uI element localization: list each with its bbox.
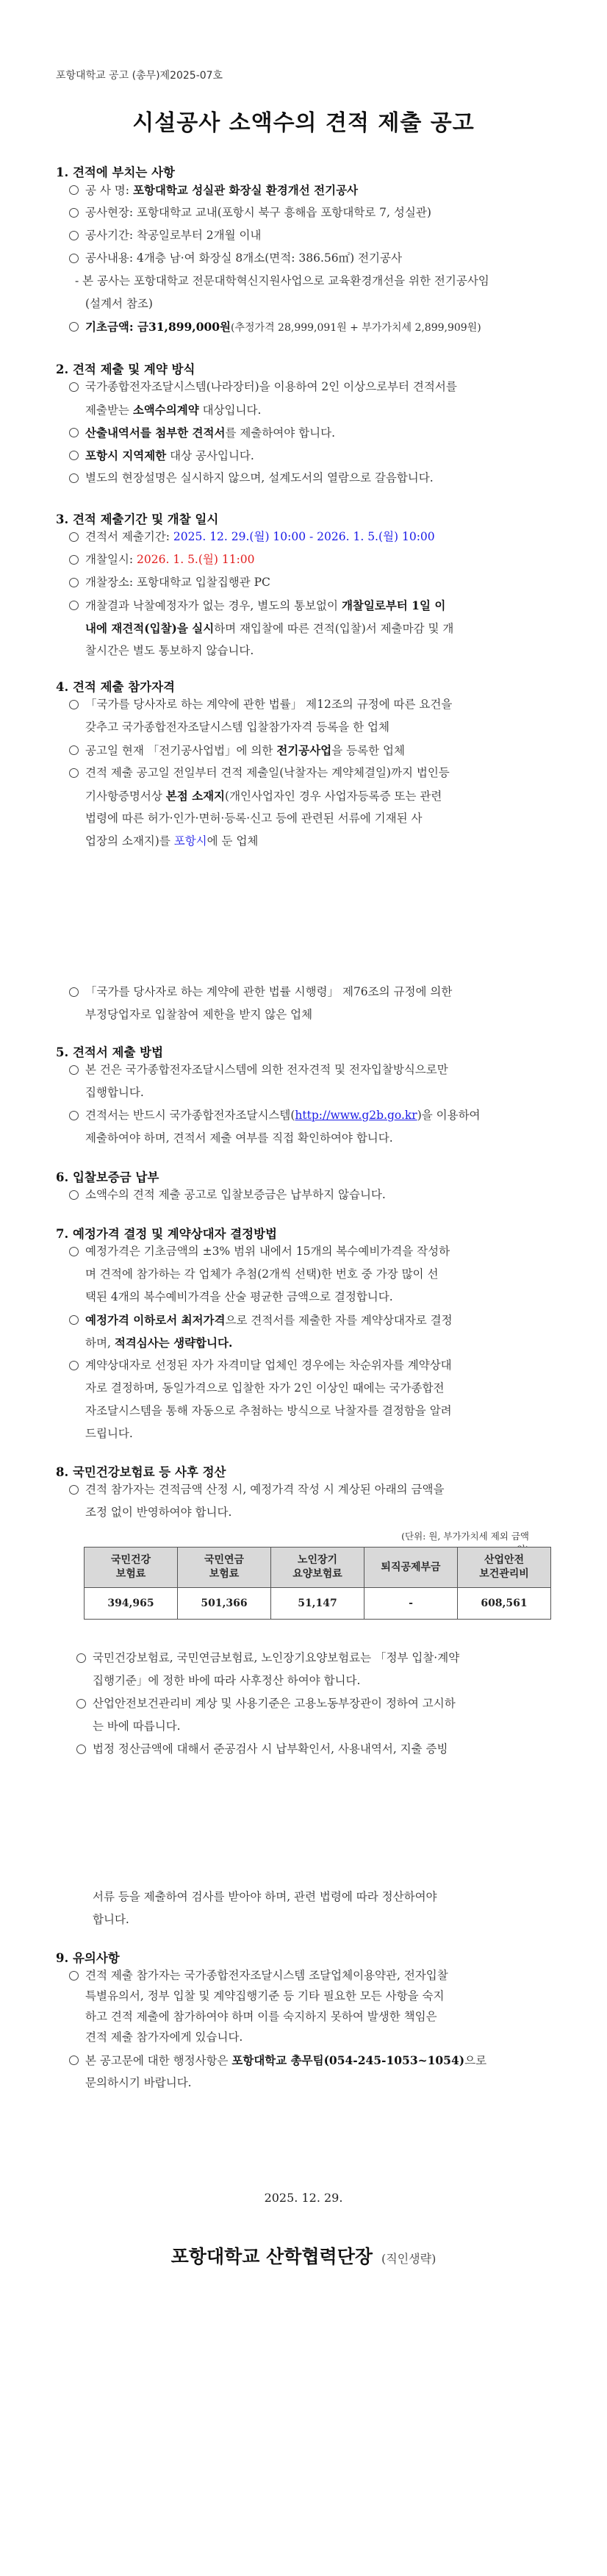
settlement-1-cont: 조정 없이 반영하여야 합니다. bbox=[85, 1506, 232, 1519]
settlement-3: 산업안전보건관리비 계상 및 사용기준은 고용노동부장관이 정하여 고시하 bbox=[93, 1697, 456, 1710]
price-3-cont-2: 자조달시스템을 통해 자동으로 추첨하는 방식으로 낙찰자를 결정함을 알려 bbox=[85, 1404, 452, 1417]
section-9-heading: 9. 유의사항 bbox=[56, 1951, 120, 1965]
caution-1: 견적 제출 참가자는 국가종합전자조달시스템 조달업체이용약관, 전자입찰 bbox=[85, 1969, 448, 1982]
settlement-2-cont: 집행기준」에 정한 바에 따라 사후정산 하여야 합니다. bbox=[93, 1674, 361, 1687]
document-number: 포항대학교 공고 (총무)제2025-07호 bbox=[56, 70, 223, 82]
deposit-note: 소액수의 견적 제출 공고로 입찰보증금은 납부하지 않습니다. bbox=[85, 1188, 386, 1201]
bullet-circle-icon bbox=[69, 1971, 79, 1981]
bullet-circle-icon bbox=[69, 185, 79, 195]
qualification-3: 견적 제출 공고일 전일부터 견적 제출일(낙찰자는 계약체결일)까지 법인등 bbox=[85, 766, 450, 779]
bullet-circle-icon bbox=[69, 1247, 79, 1256]
header-long-term-care: 노인장기 요양보험료 bbox=[271, 1548, 364, 1588]
notice-title: 시설공사 소액수의 견적 제출 공고 bbox=[132, 110, 475, 136]
settlement-4-cont-2: 합니다. bbox=[93, 1913, 129, 1926]
price-2-cont: 하며, 적격심사는 생략합니다. bbox=[85, 1336, 233, 1350]
price-3-cont-3: 드립니다. bbox=[85, 1427, 133, 1440]
project-note: - 본 공사는 포항대학교 전문대학혁신지원사업으로 교육환경개선을 위한 전기공사임 bbox=[75, 274, 489, 287]
opening-place: 개찰장소: 포항대학교 입찰집행관 PC bbox=[85, 576, 270, 589]
qualification-1-cont: 갖추고 국가종합전자조달시스템 입찰참가자격 등록을 한 업체 bbox=[85, 720, 389, 734]
bullet-circle-icon bbox=[69, 254, 79, 263]
table-unit-note: (단위: 원, 부가가치세 제외 금액 bbox=[401, 1531, 529, 1542]
project-content: 공사내용: 4개층 남·여 화장실 8개소(면적: 386.56㎡) 전기공사 bbox=[85, 251, 402, 265]
caution-1-cont-3: 견적 제출 참가자에게 있습니다. bbox=[85, 2031, 243, 2044]
bullet-circle-icon bbox=[69, 700, 79, 709]
price-3-cont-1: 자로 결정하며, 동일가격으로 입찰한 자가 2인 이상인 때에는 국가종합전 bbox=[85, 1381, 445, 1395]
section-4-heading: 4. 견적 제출 참가자격 bbox=[56, 680, 175, 694]
settlement-4: 법정 정산금액에 대해서 준공검사 시 납부확인서, 사용내역서, 지출 증빙 bbox=[93, 1742, 448, 1756]
price-2: 예정가격 이하로서 최저가격으로 견적서를 제출한 자를 계약상대자로 결정 bbox=[85, 1313, 453, 1327]
contract-item-1: 국가종합전자조달시스템(나라장터)을 이용하여 2인 이상으로부터 견적서를 bbox=[85, 380, 457, 393]
bullet-circle-icon bbox=[69, 532, 79, 542]
section-5-heading: 5. 견적서 제출 방법 bbox=[56, 1045, 164, 1059]
contract-item-4: 별도의 현장설명은 실시하지 않으며, 설계도서의 열람으로 갈음합니다. bbox=[85, 471, 434, 484]
rebid-line-1: 개찰결과 낙찰예정자가 없는 경우, 별도의 통보없이 개찰일로부터 1일 이 bbox=[85, 598, 446, 612]
settlement-2: 국민건강보험료, 국민연금보험료, 노인장기요양보험료는 「정부 입찰·계약 bbox=[93, 1651, 460, 1664]
header-safety: 산업안전 보건관리비 bbox=[458, 1548, 551, 1588]
bullet-circle-icon bbox=[69, 1065, 79, 1075]
qualification-4: 「국가를 당사자로 하는 계약에 관한 법률 시행령」 제76조의 규정에 의한 bbox=[85, 985, 453, 998]
bullet-circle-icon bbox=[69, 382, 79, 392]
bullet-circle-icon bbox=[69, 473, 79, 483]
header-pension: 국민연금 보험료 bbox=[178, 1548, 271, 1588]
value-long-term-care: 51,147 bbox=[271, 1588, 364, 1620]
value-pension: 501,366 bbox=[178, 1588, 271, 1620]
contract-item-3: 포항시 지역제한 대상 공사입니다. bbox=[85, 448, 254, 462]
method-2: 견적서는 반드시 국가종합전자조달시스템(http://www.g2b.go.kr)을 이용하여 bbox=[85, 1109, 481, 1122]
fee-table-row bbox=[85, 1588, 551, 1620]
base-amount: 기초금액: 금31,899,000원(추정가격 28,999,091원 + 부가가치세 2,899,909원) bbox=[85, 320, 481, 334]
bullet-circle-icon bbox=[69, 1190, 79, 1200]
qualification-3-cont-1: 기사항증명서상 본점 소재지(개인사업자인 경우 사업자등록증 또는 관련 bbox=[85, 789, 442, 803]
bullet-circle-icon bbox=[69, 555, 79, 565]
bullet-circle-icon bbox=[69, 428, 79, 437]
seal-omitted-note: (직인생략) bbox=[381, 2252, 437, 2266]
section-1-heading: 1. 견적에 부치는 사항 bbox=[56, 165, 175, 179]
qualification-4-cont: 부정당업자로 입찰참여 제한을 받지 않은 업체 bbox=[85, 1008, 313, 1021]
g2b-link[interactable]: http://www.g2b.go.kr bbox=[295, 1109, 417, 1122]
bullet-circle-icon bbox=[76, 1653, 86, 1663]
rebid-line-2: 내에 재견적(입찰)을 실시하며 재입찰에 따른 견적(입찰)서 제출마감 및 개 bbox=[85, 621, 454, 635]
bullet-circle-icon bbox=[69, 1361, 79, 1370]
bullet-circle-icon bbox=[76, 1745, 86, 1754]
price-1-cont-1: 며 견적에 참가하는 각 업체가 추첨(2개씩 선택)한 번호 중 가장 많이 선 bbox=[85, 1267, 439, 1281]
bullet-circle-icon bbox=[69, 322, 79, 332]
settlement-1: 견적 참가자는 견적금액 산정 시, 예정가격 작성 시 계상된 아래의 금액을 bbox=[85, 1483, 445, 1496]
qualification-2: 공고일 현재 「전기공사업법」에 의한 전기공사업을 등록한 업체 bbox=[85, 743, 405, 757]
issuer-signature: 포항대학교 산학협력단장 (직인생략) bbox=[170, 2246, 437, 2267]
caution-2-cont: 문의하시기 바랍니다. bbox=[85, 2076, 192, 2089]
qualification-1: 「국가를 당사자로 하는 계약에 관한 법률」 제12조의 규정에 따른 요건을 bbox=[85, 698, 453, 711]
bullet-circle-icon bbox=[69, 987, 79, 997]
method-1: 본 건은 국가종합전자조달시스템에 의한 전자견적 및 전자입찰방식으로만 bbox=[85, 1063, 448, 1076]
bullet-circle-icon bbox=[69, 601, 79, 610]
submission-period: 견적서 제출기간: 2025. 12. 29.(월) 10:00 - 2026. 1. 5.(월) 10:00 bbox=[85, 530, 435, 543]
method-2-cont: 제출하여야 하며, 견적서 제출 여부를 직접 확인하여야 합니다. bbox=[85, 1131, 393, 1145]
fee-table-header bbox=[85, 1548, 551, 1588]
caution-2: 본 공고문에 대한 행정사항은 포항대학교 총무팀(054-245-1053~1054)으로 bbox=[85, 2053, 487, 2067]
method-1-cont: 집행합니다. bbox=[85, 1086, 144, 1099]
settlement-4-cont: 서류 등을 제출하여 검사를 받아야 하며, 관련 법령에 따라 정산하여야 bbox=[93, 1890, 437, 1903]
value-health-insurance: 394,965 bbox=[85, 1588, 178, 1620]
value-retirement: - bbox=[364, 1588, 458, 1620]
bullet-circle-icon bbox=[69, 578, 79, 587]
bullet-circle-icon bbox=[69, 1111, 79, 1120]
caution-1-cont-1: 특별유의서, 정부 입찰 및 계약집행기준 등 기타 필요한 모든 사항을 숙지 bbox=[85, 1989, 445, 2003]
bullet-circle-icon bbox=[69, 1485, 79, 1495]
section-6-heading: 6. 입찰보증금 납부 bbox=[56, 1170, 159, 1184]
section-3-heading: 3. 견적 제출기간 및 개찰 일시 bbox=[56, 512, 219, 526]
header-health-insurance: 국민건강 보험료 bbox=[85, 1548, 178, 1588]
bullet-circle-icon bbox=[69, 745, 79, 755]
bullet-circle-icon bbox=[69, 451, 79, 460]
price-3: 계약상대자로 선정된 자가 자격미달 업체인 경우에는 차순위자를 계약상대 bbox=[85, 1359, 452, 1372]
notice-date: 2025. 12. 29. bbox=[264, 2191, 343, 2205]
qualification-3-cont-2: 법령에 따른 허가·인가·면허·등록·신고 등에 관련된 서류에 기재된 사 bbox=[85, 812, 423, 825]
fee-table bbox=[84, 1547, 551, 1620]
opening-date: 개찰일시: 2026. 1. 5.(월) 11:00 bbox=[85, 553, 255, 566]
contract-item-2: 산출내역서를 첨부한 견적서를 제출하여야 합니다. bbox=[85, 426, 336, 440]
section-2-heading: 2. 견적 제출 및 계약 방식 bbox=[56, 362, 195, 376]
caution-1-cont-2: 하고 견적 제출에 참가하여야 하며 이를 숙지하지 못하여 발생한 책임은 bbox=[85, 2010, 437, 2023]
project-note-ref: (설계서 참조) bbox=[85, 297, 153, 310]
section-8-heading: 8. 국민건강보험료 등 사후 정산 bbox=[56, 1465, 226, 1479]
bullet-circle-icon bbox=[69, 1315, 79, 1325]
bullet-circle-icon bbox=[69, 231, 79, 240]
bullet-circle-icon bbox=[69, 208, 79, 218]
bullet-circle-icon bbox=[76, 1699, 86, 1709]
value-safety: 608,561 bbox=[458, 1588, 551, 1620]
bullet-circle-icon bbox=[69, 768, 79, 778]
rebid-line-3: 찰시간은 별도 통보하지 않습니다. bbox=[85, 644, 254, 657]
project-site: 공사현장: 포항대학교 교내(포항시 북구 흥해읍 포항대학로 7, 성실관) bbox=[85, 206, 431, 219]
price-1: 예정가격은 기초금액의 ±3% 범위 내에서 15개의 복수예비가격을 작성하 bbox=[85, 1245, 450, 1258]
price-1-cont-2: 택된 4개의 복수예비가격을 산술 평균한 금액으로 결정합니다. bbox=[85, 1290, 393, 1303]
bullet-circle-icon bbox=[69, 2056, 79, 2065]
project-period: 공사기간: 착공일로부터 2개월 이내 bbox=[85, 229, 262, 242]
qualification-3-cont-3: 업장의 소재지)를 포항시에 둔 업체 bbox=[85, 834, 259, 848]
header-retirement: 퇴직공제부금 bbox=[364, 1548, 458, 1588]
section-7-heading: 7. 예정가격 결정 및 계약상대자 결정방법 bbox=[56, 1227, 277, 1241]
settlement-3-cont: 는 바에 따릅니다. bbox=[93, 1720, 181, 1733]
project-name: 공 사 명: 포항대학교 성실관 화장실 환경개선 전기공사 bbox=[85, 183, 359, 197]
contract-item-1-cont: 제출받는 소액수의계약 대상입니다. bbox=[85, 403, 262, 417]
